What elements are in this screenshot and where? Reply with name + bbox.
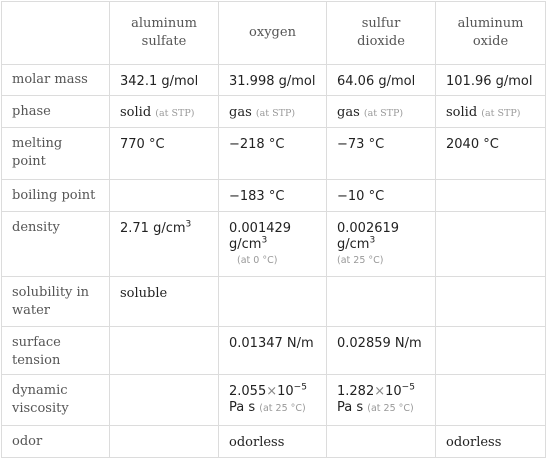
table-row: [2, 128, 546, 180]
table-cell: 2040 °C: [436, 128, 546, 180]
row-label: odor: [2, 426, 110, 458]
row-label: solubility in water: [2, 277, 110, 327]
power-exponent: −5: [401, 382, 415, 393]
table-cell: [110, 375, 219, 426]
mantissa: 2.055: [229, 384, 267, 399]
viscosity-unit-line: [337, 400, 425, 417]
table-row: [2, 375, 546, 426]
density-unit: [337, 237, 425, 253]
comparison-table: [1, 1, 546, 458]
table-cell: [436, 96, 546, 128]
table-cell: [436, 277, 546, 327]
density-unit: [229, 237, 316, 253]
table-cell: 770 °C: [110, 128, 219, 180]
power-exponent: −5: [293, 382, 307, 393]
table-row: [2, 277, 546, 327]
table-cell: 64.06 g/mol: [327, 65, 436, 96]
condition-note: (at STP): [155, 108, 195, 119]
table-cell: [110, 327, 219, 375]
table-cell: odorless: [436, 426, 546, 458]
table-cell: [327, 277, 436, 327]
table-cell: 31.998 g/mol: [219, 65, 327, 96]
unit-text: Pa s: [229, 400, 256, 415]
condition-note: (at STP): [255, 108, 296, 119]
table-cell: soluble: [110, 277, 219, 327]
viscosity-value: [337, 384, 425, 400]
row-label: density: [2, 212, 110, 277]
table-cell: [436, 180, 546, 212]
table-cell: 0.02859 N/m: [327, 327, 436, 375]
row-label: boiling point: [2, 180, 110, 212]
row-label: dynamic viscosity: [2, 375, 110, 426]
phase-value: gas: [229, 105, 252, 120]
table-cell: [110, 426, 219, 458]
table-cell: 342.1 g/mol: [110, 65, 219, 96]
power-base: 10: [277, 384, 294, 399]
viscosity-value: [229, 384, 316, 400]
corner-cell: [2, 2, 110, 65]
table-cell: [436, 327, 546, 375]
column-header: aluminum oxide: [436, 2, 546, 65]
table-row: [2, 212, 546, 277]
table-row: [2, 180, 546, 212]
header-row: [2, 2, 546, 65]
row-label: phase: [2, 96, 110, 128]
density-value: 2.71 g/cm: [120, 221, 186, 236]
phase-value: solid: [446, 105, 478, 120]
table-cell: [110, 212, 219, 277]
table-cell: −73 °C: [327, 128, 436, 180]
table-cell: −218 °C: [219, 128, 327, 180]
table-row: [2, 426, 546, 458]
viscosity-unit-line: [229, 400, 316, 417]
unit-text: g/cm: [229, 237, 262, 252]
density-value: 0.001429: [229, 221, 292, 236]
condition-note: (at 25 °C): [337, 255, 384, 266]
table-cell: 101.96 g/mol: [436, 65, 546, 96]
table-cell: −10 °C: [327, 180, 436, 212]
condition-note: (at 25 °C): [367, 403, 414, 414]
table-cell: [110, 180, 219, 212]
table-cell: [219, 96, 327, 128]
table-cell: [436, 375, 546, 426]
table-cell: 0.01347 N/m: [219, 327, 327, 375]
unit-exponent: 3: [261, 235, 268, 246]
phase-value: solid: [120, 105, 152, 120]
density-value: 0.002619: [337, 221, 400, 236]
column-header: aluminum sulfate: [110, 2, 219, 65]
unit-exponent: 3: [185, 219, 192, 230]
table-cell: [327, 426, 436, 458]
unit-text: g/cm: [337, 237, 370, 252]
table-cell: [327, 375, 436, 426]
table-cell: [219, 212, 327, 277]
table-cell: [219, 277, 327, 327]
phase-value: gas: [337, 105, 360, 120]
condition-note: (at 25 °C): [259, 403, 306, 414]
mantissa: 1.282: [337, 384, 375, 399]
table-cell: [327, 212, 436, 277]
table-cell: [436, 212, 546, 277]
table-cell: [219, 375, 327, 426]
row-label: melting point: [2, 128, 110, 180]
power-base: 10: [385, 384, 402, 399]
unit-text: Pa s: [337, 400, 364, 415]
condition-note: (at 0 °C): [237, 255, 278, 266]
table-cell: −183 °C: [219, 180, 327, 212]
table-cell: [110, 96, 219, 128]
times-sign: ×: [374, 384, 386, 399]
column-header: sulfur dioxide: [327, 2, 436, 65]
row-label: molar mass: [2, 65, 110, 96]
column-header: oxygen: [219, 2, 327, 65]
table-row: [2, 65, 546, 96]
unit-exponent: 3: [369, 235, 376, 246]
condition-note: (at STP): [481, 108, 521, 119]
table-cell: odorless: [219, 426, 327, 458]
condition-note: (at STP): [363, 108, 404, 119]
table-cell: [327, 96, 436, 128]
table-row: [2, 96, 546, 128]
table-row: [2, 327, 546, 375]
row-label: surface tension: [2, 327, 110, 375]
times-sign: ×: [266, 384, 278, 399]
